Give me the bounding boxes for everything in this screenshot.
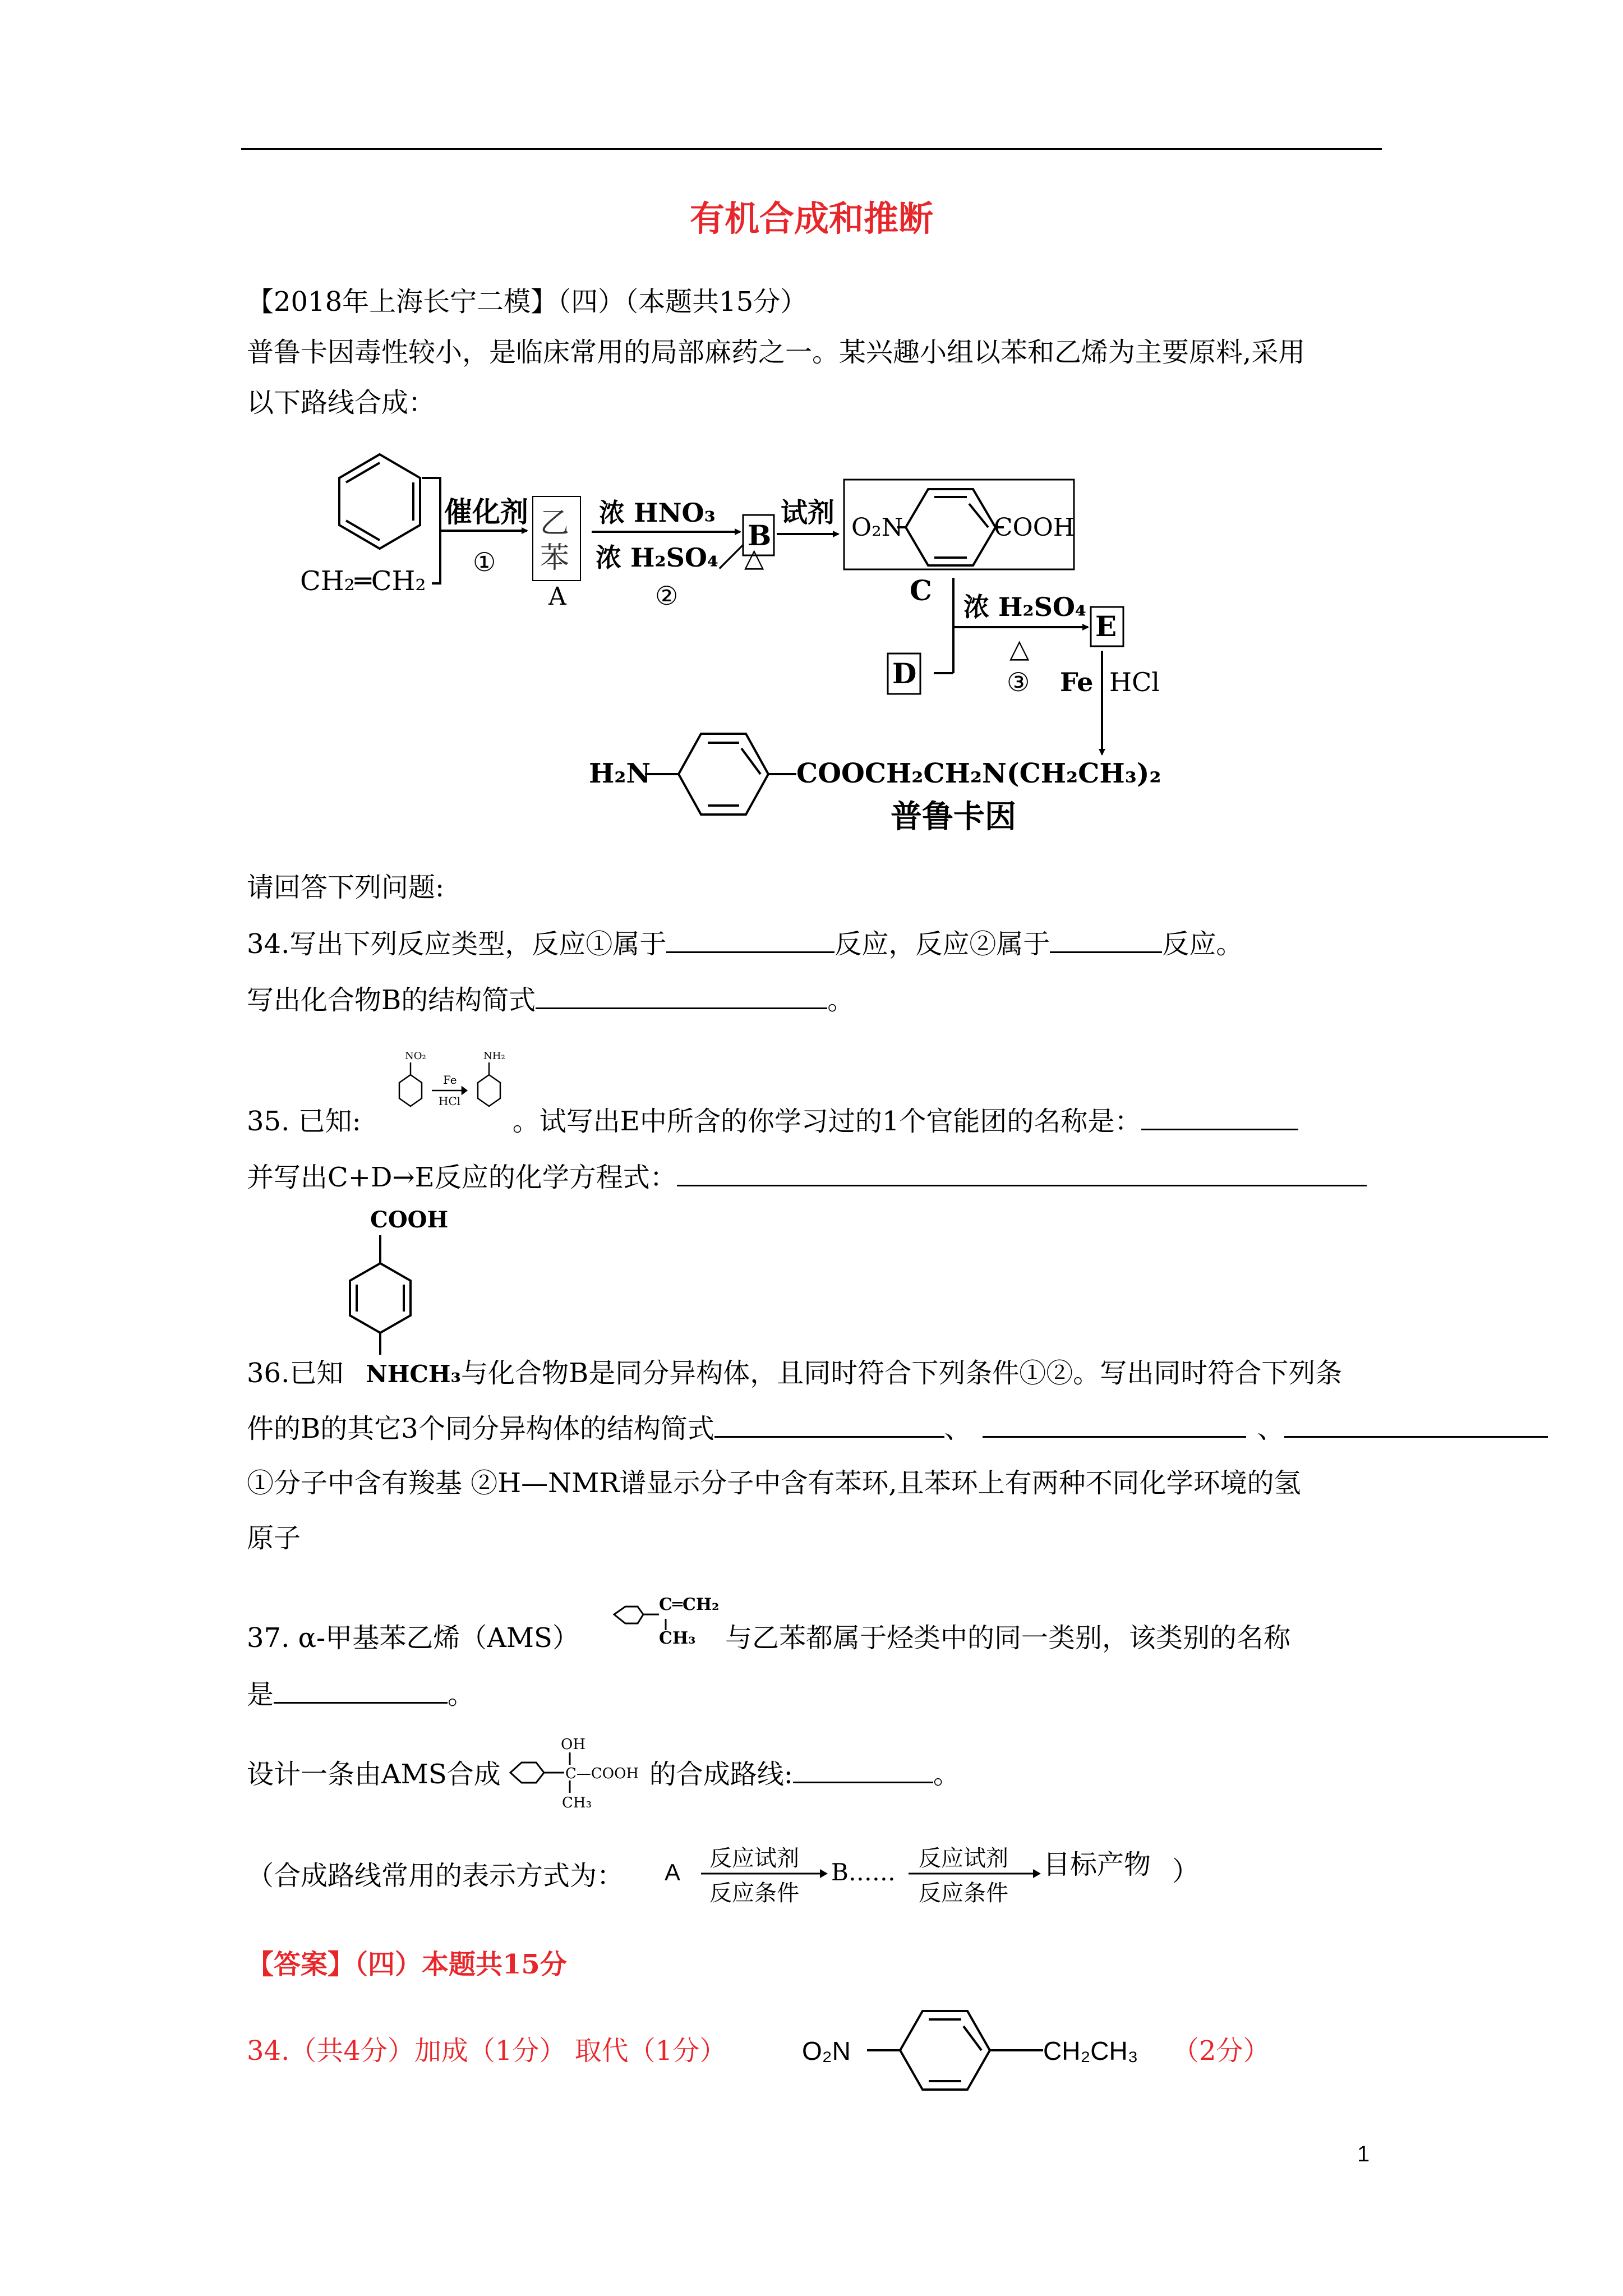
question-36-line-4: 原子 <box>247 1522 301 1554</box>
q36-text-b: 与化合物B是同分异构体，且同时符合下列条件①②。写出同时符合下列条 <box>460 1358 1343 1389</box>
q37-blank-1[interactable] <box>274 1677 448 1704</box>
q35-blank-2[interactable] <box>677 1160 1367 1186</box>
q35-nh2: NH₂ <box>483 1050 505 1062</box>
route-b: B…… <box>831 1858 896 1886</box>
question-34-line-1 <box>247 927 1243 961</box>
catalyst-label: 催化剂 <box>444 495 528 528</box>
compound-e-label: E <box>1095 610 1117 643</box>
questions-prompt: 请回答下列问题: <box>247 872 445 903</box>
q36-sep-2: 、 <box>1257 1413 1284 1444</box>
heat-label: △ <box>1009 633 1030 664</box>
compound-c-ring <box>897 489 1004 565</box>
target-ch3: CH₃ <box>562 1795 592 1811</box>
question-37-line-3 <box>247 1757 960 1791</box>
compound-c-label: C <box>910 574 932 607</box>
question-37-line-1 <box>247 1621 1290 1655</box>
q34-text-c: 反应。 <box>1162 928 1243 960</box>
q34-blank-2[interactable] <box>1050 927 1162 953</box>
h2so4-label: 浓 H₂SO₄ <box>963 592 1087 622</box>
step-2-label: ② <box>655 581 679 611</box>
page-title: 有机合成和推断 <box>689 198 933 239</box>
route-reagent-1: 反应试剂 <box>709 1846 799 1871</box>
compound-c-no2: O₂N <box>851 513 903 542</box>
target-oh: OH <box>561 1736 585 1753</box>
q36-text-c: 件的B的其它3个同分异构体的结构简式 <box>247 1413 714 1444</box>
q36-blank-2[interactable] <box>983 1411 1246 1438</box>
q35-text-c: 并写出C+D→E反应的化学方程式： <box>247 1162 677 1193</box>
answer-header: 【答案】（四）本题共15分 <box>247 1949 567 1980</box>
q36-blank-3[interactable] <box>1284 1411 1548 1438</box>
question-36-line-1 <box>247 1356 1342 1391</box>
q35-no2: NO₂ <box>405 1050 426 1062</box>
q36-blank-1[interactable] <box>714 1411 944 1438</box>
question-34-line-2 <box>247 983 854 1017</box>
synthesis-scheme <box>0 0 1623 853</box>
q37-text-d: 。 <box>448 1679 475 1710</box>
route-intro: （合成路线常用的表示方式为： <box>247 1860 624 1892</box>
q37-text-g: 。 <box>933 1759 960 1790</box>
procaine-h2n: H₂N <box>589 758 651 789</box>
benzene-structure <box>339 454 420 549</box>
h2so4-heat-label: 浓 H₂SO₄／△ <box>596 542 764 573</box>
answer-34: 34.（共4分）加成（1分） 取代（1分） <box>247 2035 727 2067</box>
q34-text-a: 34.写出下列反应类型，反应①属于 <box>247 928 667 960</box>
q35-fe: Fe <box>443 1073 457 1087</box>
question-35-line-1 <box>247 1104 1298 1138</box>
procaine-name: 普鲁卡因 <box>891 798 1016 835</box>
q36-cooh: COOH <box>370 1207 449 1233</box>
page-number: 1 <box>1357 2142 1370 2166</box>
q35-text-a: 35. 已知: <box>247 1106 361 1137</box>
answer-34-ethyl: CH₂CH₃ <box>1043 2036 1138 2065</box>
route-a: A <box>665 1859 681 1885</box>
answer-34-points: （2分） <box>1172 2035 1270 2067</box>
route-condition-2: 反应条件 <box>919 1880 1008 1906</box>
compound-b-label: B <box>748 519 772 552</box>
q35-blank-1[interactable] <box>1141 1104 1298 1130</box>
compound-a-text-2: 苯 <box>540 541 570 575</box>
question-35-line-2 <box>247 1160 1367 1194</box>
compound-c-cooh: COOH <box>994 513 1075 542</box>
q36-nhch3: NHCH₃ <box>366 1360 461 1388</box>
procaine-ester: COOCH₂CH₂N(CH₂CH₃)₂ <box>796 758 1161 789</box>
q36-sep-1: 、 <box>944 1413 971 1444</box>
question-37-line-2 <box>247 1677 474 1711</box>
hno3-label: 浓 HNO₃ <box>599 498 716 528</box>
fe-label: Fe <box>1060 667 1094 697</box>
answer-34-structure <box>796 1997 1189 2104</box>
ethylene-label: CH₂═CH₂ <box>300 565 426 597</box>
route-reagent-2: 反应试剂 <box>919 1846 1008 1871</box>
intro-paragraph-2: 以下路线合成： <box>247 387 436 418</box>
q34-blank-1[interactable] <box>666 927 834 953</box>
question-36-line-2 <box>247 1411 1548 1446</box>
q37-text-f: 的合成路线: <box>649 1759 793 1790</box>
route-notation <box>656 1834 1217 1918</box>
step-1-label: ① <box>473 547 496 577</box>
step-3-label: ③ <box>1007 667 1030 697</box>
reagent-label: 试剂 <box>781 497 835 528</box>
q34-text-e: 。 <box>827 984 855 1016</box>
q35-text-b: 。试写出E中所含的你学习过的1个官能团的名称是： <box>512 1106 1142 1137</box>
q34-text-b: 反应，反应②属于 <box>834 928 1050 960</box>
q34-blank-3[interactable] <box>536 983 827 1009</box>
q37-text-a: 37. α-甲基苯乙烯（AMS） <box>247 1622 579 1654</box>
route-target: 目标产物 <box>1043 1849 1151 1880</box>
compound-a-text-1: 乙 <box>540 507 570 540</box>
q36-text-a: 36.已知 <box>247 1358 344 1389</box>
q37-text-e: 设计一条由AMS合成 <box>247 1759 501 1790</box>
route-end: ） <box>1172 1856 1200 1887</box>
q35-hcl: HCl <box>439 1094 461 1108</box>
procaine-ring <box>645 734 796 815</box>
q37-text-b: 与乙苯都属于烃类中的同一类别，该类别的名称 <box>725 1622 1290 1654</box>
hcl-label: HCl <box>1109 667 1160 697</box>
answer-34-no2: O₂N <box>802 2036 851 2065</box>
q34-text-d: 写出化合物B的结构简式 <box>247 984 536 1016</box>
compound-d-label: D <box>892 657 917 690</box>
route-condition-1: 反应条件 <box>709 1880 799 1906</box>
ams-top: C═CH₂ <box>659 1595 720 1614</box>
q37-text-c: 是 <box>247 1679 274 1710</box>
q37-blank-2[interactable] <box>793 1757 933 1783</box>
compound-a-label: A <box>548 582 566 611</box>
target-cooh: C—COOH <box>565 1765 639 1782</box>
intro-paragraph-1: 普鲁卡因毒性较小，是临床常用的局部麻药之一。某兴趣小组以苯和乙烯为主要原料,采用 <box>247 337 1306 368</box>
source-line: 【2018年上海长宁二模】（四）（本题共15分） <box>247 286 808 318</box>
question-36-line-3: ①分子中含有羧基 ②H—NMR谱显示分子中含有苯环,且苯环上有两种不同化学环境的氢 <box>247 1467 1301 1499</box>
ams-bottom: CH₃ <box>659 1628 696 1648</box>
